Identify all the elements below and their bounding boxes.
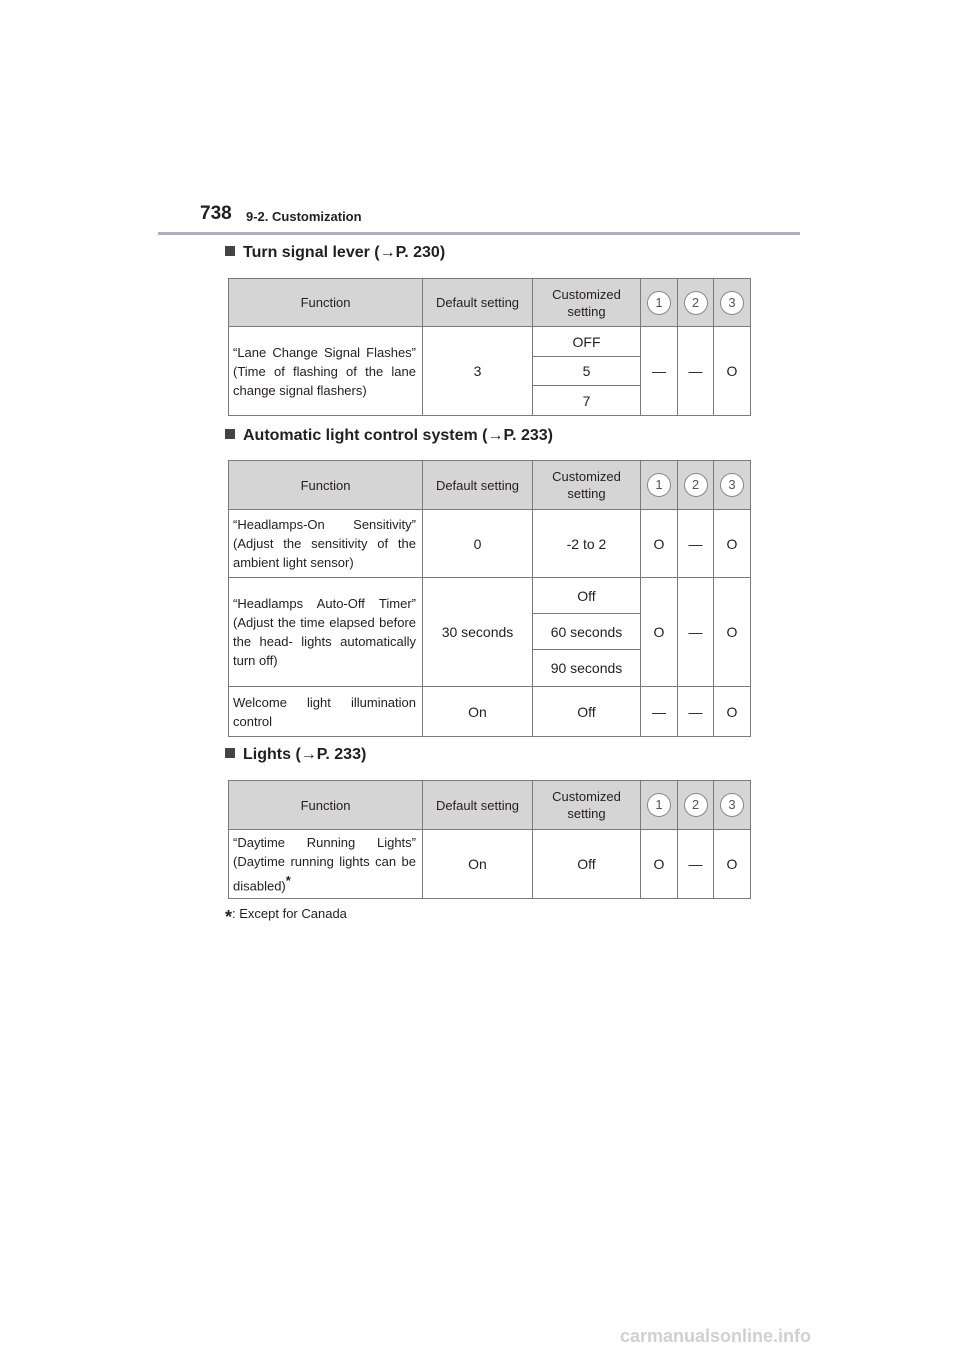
option-cell: 90 seconds [533, 650, 641, 687]
circled-3-icon: 3 [720, 793, 744, 817]
mark-cell-1: O [641, 830, 678, 899]
option-cell: Off [533, 830, 641, 899]
mark-cell-1: O [641, 578, 678, 687]
table-row [229, 510, 751, 578]
mark-cell-3: O [714, 830, 751, 899]
mark-cell-2: — [678, 327, 714, 416]
square-bullet-icon [225, 748, 235, 758]
mark-cell-3: O [714, 510, 751, 578]
section-title-lights: Lights (→P. 233) [225, 746, 366, 764]
header-default: Default setting [423, 781, 533, 830]
default-cell: On [423, 687, 533, 737]
option-cell: 60 seconds [533, 614, 641, 650]
circled-1-icon: 1 [647, 793, 671, 817]
header-col-3 [714, 461, 751, 510]
mark-cell-2: — [678, 687, 714, 737]
circled-2-icon: 2 [684, 473, 708, 497]
page-number: 738 [200, 203, 232, 224]
mark-cell-2: — [678, 510, 714, 578]
circled-3-icon: 3 [720, 291, 744, 315]
lights-table [228, 780, 751, 899]
default-cell: 3 [423, 327, 533, 416]
header-divider [158, 232, 800, 235]
table-header-row [229, 279, 751, 327]
mark-cell-1: O [641, 510, 678, 578]
header-col-3 [714, 781, 751, 830]
mark-cell-2: — [678, 578, 714, 687]
table-header-row [229, 461, 751, 510]
option-cell: -2 to 2 [533, 510, 641, 578]
header-default: Default setting [423, 461, 533, 510]
option-cell: Off [533, 687, 641, 737]
footnote-marker: * [285, 872, 291, 888]
mark-cell-1: — [641, 327, 678, 416]
function-cell: “Headlamps Auto-Off Timer” (Adjust the time elapsed before the head- lights automatically turn off) [229, 578, 423, 687]
header-col-1 [641, 781, 678, 830]
function-cell: Welcome light illumination control [229, 687, 423, 737]
footnote-star: * [225, 907, 233, 927]
table-row [229, 687, 751, 737]
table-header-row [229, 781, 751, 830]
header-col-1 [641, 279, 678, 327]
header-col-2 [678, 279, 714, 327]
option-cell: OFF [533, 327, 641, 357]
watermark: carmanualsonline.info [620, 1326, 812, 1346]
option-cell: 5 [533, 357, 641, 386]
mark-cell-3: O [714, 687, 751, 737]
circled-2-icon: 2 [684, 793, 708, 817]
header-function: Function [229, 279, 423, 327]
header-customized: Customized setting [533, 781, 641, 830]
function-text: “Daytime Running Lights” (Daytime running lights can be disabled) [233, 834, 416, 894]
header-customized: Customized setting [533, 279, 641, 327]
function-cell: “Headlamps-On Sensitivity” (Adjust the sensitivity of the ambient light sensor) [229, 510, 423, 578]
table-row [229, 830, 751, 899]
footnote [225, 906, 347, 928]
mark-cell-3: O [714, 578, 751, 687]
header-col-2 [678, 461, 714, 510]
table-row [229, 327, 751, 357]
mark-cell-2: — [678, 830, 714, 899]
header-col-1 [641, 461, 678, 510]
header-col-2 [678, 781, 714, 830]
table-row [229, 578, 751, 614]
default-cell: On [423, 830, 533, 899]
default-cell: 30 seconds [423, 578, 533, 687]
option-cell: Off [533, 578, 641, 614]
circled-1-icon: 1 [647, 473, 671, 497]
square-bullet-icon [225, 246, 235, 256]
turn-signal-table [228, 278, 751, 416]
circled-3-icon: 3 [720, 473, 744, 497]
mark-cell-1: — [641, 687, 678, 737]
mark-cell-3: O [714, 327, 751, 416]
header-customized: Customized setting [533, 461, 641, 510]
header-function: Function [229, 461, 423, 510]
footnote-text: : Except for Canada [232, 906, 347, 921]
automatic-light-table [228, 460, 751, 737]
header-default: Default setting [423, 279, 533, 327]
circled-2-icon: 2 [684, 291, 708, 315]
circled-1-icon: 1 [647, 291, 671, 315]
option-cell: 7 [533, 386, 641, 416]
default-cell: 0 [423, 510, 533, 578]
function-cell [229, 830, 423, 899]
square-bullet-icon [225, 429, 235, 439]
function-cell: “Lane Change Signal Flashes” (Time of flashing of the lane change signal flashers) [229, 327, 423, 416]
header-col-3 [714, 279, 751, 327]
section-title-turn-signal: Turn signal lever (→P. 230) [225, 244, 445, 262]
header-function: Function [229, 781, 423, 830]
chapter-title: 9-2. Customization [246, 209, 362, 224]
section-title-automatic-light: Automatic light control system (→P. 233) [225, 427, 553, 445]
